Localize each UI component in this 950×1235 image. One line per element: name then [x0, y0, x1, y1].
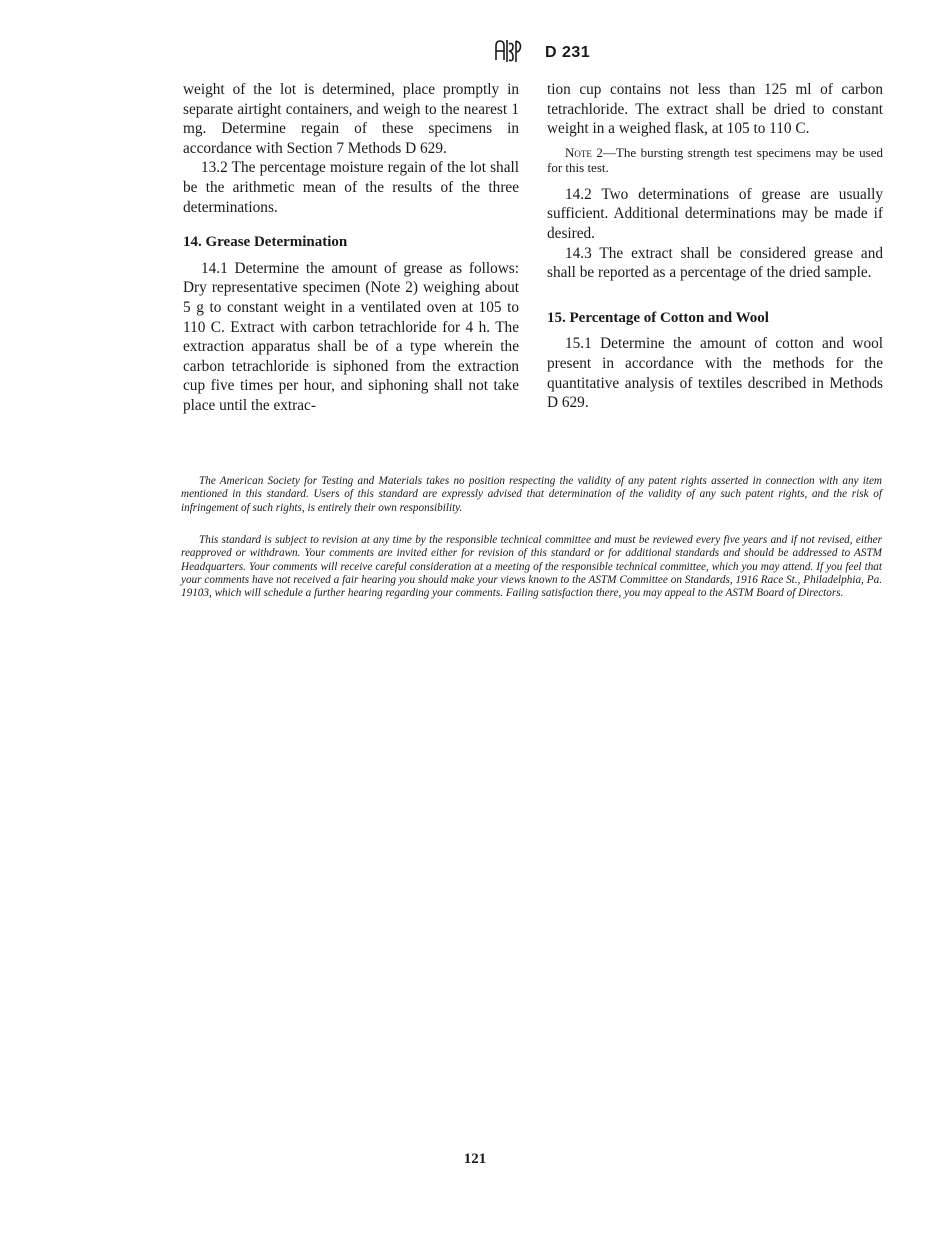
- left-column: [183, 80, 519, 416]
- paragraph-continued-right: tion cup contains not less than 125 ml of carbon tetrachloride. The extract shall be dried to constant weight in a weighed flask, at 105 to 110 C.: [547, 81, 883, 138]
- page-number: 121: [463, 1151, 487, 1167]
- astm-logo-icon: [493, 38, 523, 64]
- right-column: [547, 80, 883, 413]
- patent-disclaimer: The American Society for Testing and Materials takes no position respecting the validity of any patent rights asserted in connection with any item mentioned in this standard. Users of this standard are expressly advised that determination of the validity of any such patent rights, and the risk of infringement of such rights, is entirely their own responsibility.: [181, 475, 882, 514]
- note-label: Note 2: [565, 144, 603, 160]
- paragraph-14-3: 14.3 The extract shall be considered grease and shall be reported as a percentage of the dried sample.: [547, 244, 883, 282]
- revision-notice: This standard is subject to revision at any time by the responsible technical committee and must be reviewed every five years and if not revised, either reapproved or withdrawn. Your comments are invited either for revision of this standard or for additional standards and should be addressed to ASTM Headquarters. Your comments will receive careful consideration at a meeting of the responsible technical committee, which you may attend. If you feel that your comments have not received a fair hearing you should make your views known to the ASTM Committee on Standards, 1916 Race St., Philadelphia, Pa. 19103, which will schedule a further hearing regarding your comments. Failing satisfaction there, you may appeal to the ASTM Board of Directors.: [181, 534, 882, 600]
- paragraph-15-1: 15.1 Determine the amount of cotton and wool present in accordance with the methods for the quantitative analysis of textiles described in Methods D 629.: [547, 335, 883, 412]
- note-text: —The bursting strength test specimens may be used for this test.: [547, 144, 884, 175]
- section-heading-14: 14. Grease Determination: [183, 234, 348, 251]
- paragraph-14-1: 14.1 Determine the amount of grease as follows: Dry representative specimen (Note 2) weighing about 5 g to constant weight in a ventilated oven at 105 to 110 C. Extract with carbon tetrachloride for 4 h. The extraction apparatus shall be of a type wherein the carbon tetrachloride is siphoned from the extraction cup five times per hour, and siphoning shall not take place until the extrac-: [183, 259, 519, 414]
- paragraph-continued: weight of the lot is determined, place promptly in separate airtight containers, and weigh to the nearest 1 mg. Determine regain of these specimens in accordance with Section 7 Methods D 629.: [183, 81, 519, 157]
- paragraph-14-2: 14.2 Two determinations of grease are usually sufficient. Additional determinations may be made if desired.: [547, 185, 883, 242]
- paragraph-13-2: 13.2 The percentage moisture regain of the lot shall be the arithmetic mean of the results of the three determinations.: [183, 159, 519, 216]
- page-header: [0, 38, 950, 68]
- document-designation: D 231: [545, 44, 591, 61]
- note-2: [547, 145, 883, 175]
- section-heading-15: 15. Percentage of Cotton and Wool: [547, 309, 769, 326]
